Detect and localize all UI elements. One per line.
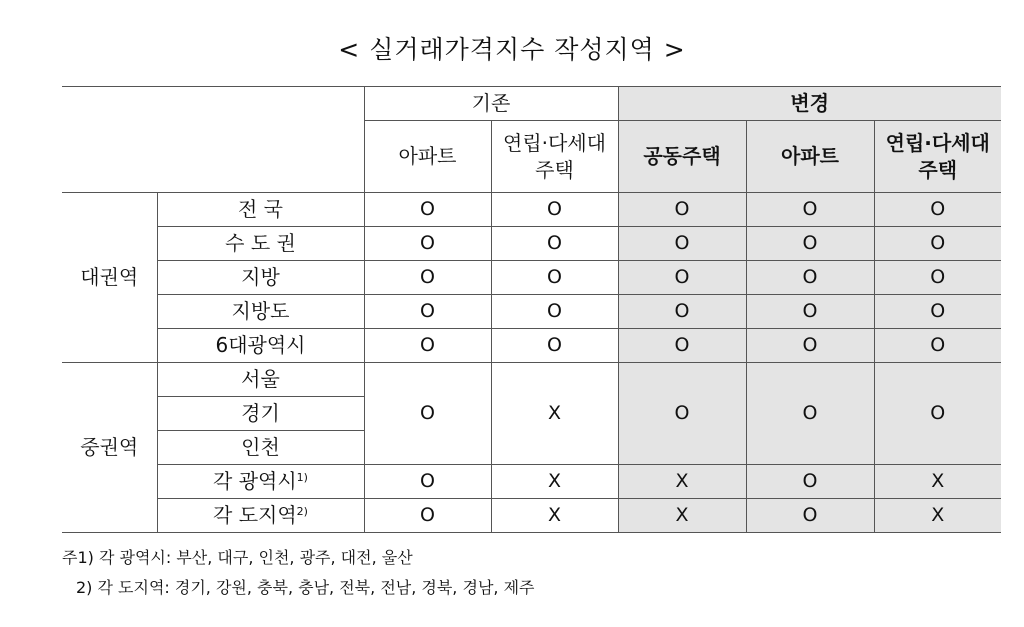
group-large: 대권역 — [62, 193, 157, 363]
cell-mark: O — [874, 363, 1001, 465]
cell-mark: O — [618, 261, 746, 295]
col-changed-multi-family: 공동주택 — [618, 121, 746, 193]
table-row — [62, 261, 1001, 295]
table-row — [62, 227, 1001, 261]
cell-mark: O — [491, 193, 618, 227]
region-six-metro: 6대광역시 — [157, 329, 364, 363]
cell-mark: X — [874, 465, 1001, 499]
corner-cell — [62, 87, 364, 193]
cell-mark: O — [618, 329, 746, 363]
cell-mark: O — [746, 261, 874, 295]
cell-mark: O — [364, 465, 491, 499]
cell-mark: O — [364, 227, 491, 261]
cell-mark: X — [874, 499, 1001, 533]
header-existing: 기존 — [364, 87, 618, 121]
cell-mark: O — [491, 261, 618, 295]
col-existing-apartment: 아파트 — [364, 121, 491, 193]
cell-mark: O — [491, 295, 618, 329]
cell-mark: O — [874, 295, 1001, 329]
region-local: 지방 — [157, 261, 364, 295]
cell-mark: O — [618, 363, 746, 465]
table-row — [62, 329, 1001, 363]
region-incheon: 인천 — [157, 431, 364, 465]
cell-mark: O — [746, 295, 874, 329]
cell-mark: O — [746, 329, 874, 363]
cell-mark: O — [491, 227, 618, 261]
cell-mark: O — [364, 329, 491, 363]
footnote-2: 2) 각 도지역: 경기, 강원, 충북, 충남, 전북, 전남, 경북, 경남, 제주 — [76, 578, 535, 597]
cell-mark: O — [618, 227, 746, 261]
cell-mark: O — [364, 499, 491, 533]
cell-mark: O — [364, 261, 491, 295]
region-seoul: 서울 — [157, 363, 364, 397]
footnote-1: 주1) 각 광역시: 부산, 대구, 인천, 광주, 대전, 울산 — [62, 548, 413, 567]
footnotes — [62, 543, 534, 603]
cell-mark: O — [746, 363, 874, 465]
cell-mark: X — [491, 465, 618, 499]
cell-mark: O — [874, 227, 1001, 261]
region-gyeonggi: 경기 — [157, 397, 364, 431]
header-changed: 변경 — [618, 87, 1001, 121]
table-row — [62, 295, 1001, 329]
page-title: < 실거래가격지수 작성지역 > — [338, 35, 686, 64]
group-medium: 중권역 — [62, 363, 157, 533]
cell-mark: O — [874, 261, 1001, 295]
cell-mark: O — [364, 363, 491, 465]
cell-mark: O — [364, 193, 491, 227]
col-existing-row-house: 연립·다세대 주택 — [491, 121, 618, 193]
table-row — [62, 465, 1001, 499]
cell-mark: O — [364, 295, 491, 329]
col-changed-row-house: 연립·다세대 주택 — [874, 121, 1001, 193]
regions-table — [62, 86, 1001, 533]
cell-mark: O — [746, 193, 874, 227]
region-capital: 수 도 권 — [157, 227, 364, 261]
cell-mark: X — [618, 499, 746, 533]
cell-mark: O — [874, 193, 1001, 227]
cell-mark: X — [618, 465, 746, 499]
col-changed-apartment: 아파트 — [746, 121, 874, 193]
cell-mark: O — [874, 329, 1001, 363]
cell-mark: O — [746, 465, 874, 499]
cell-mark: O — [746, 499, 874, 533]
table-row — [62, 499, 1001, 533]
footnote-ref-2: 2) — [296, 505, 308, 518]
cell-mark: X — [491, 499, 618, 533]
cell-mark: O — [618, 193, 746, 227]
footnote-ref-1: 1) — [296, 471, 308, 484]
region-each-province — [157, 499, 364, 533]
table-row — [62, 193, 1001, 227]
cell-mark: X — [491, 363, 618, 465]
table-row — [62, 363, 1001, 397]
region-each-metro — [157, 465, 364, 499]
cell-mark: O — [746, 227, 874, 261]
region-national: 전 국 — [157, 193, 364, 227]
cell-mark: O — [491, 329, 618, 363]
region-each-metro-label: 각 광역시 — [213, 469, 297, 493]
cell-mark: O — [618, 295, 746, 329]
region-each-province-label: 각 도지역 — [213, 503, 297, 527]
region-provinces: 지방도 — [157, 295, 364, 329]
